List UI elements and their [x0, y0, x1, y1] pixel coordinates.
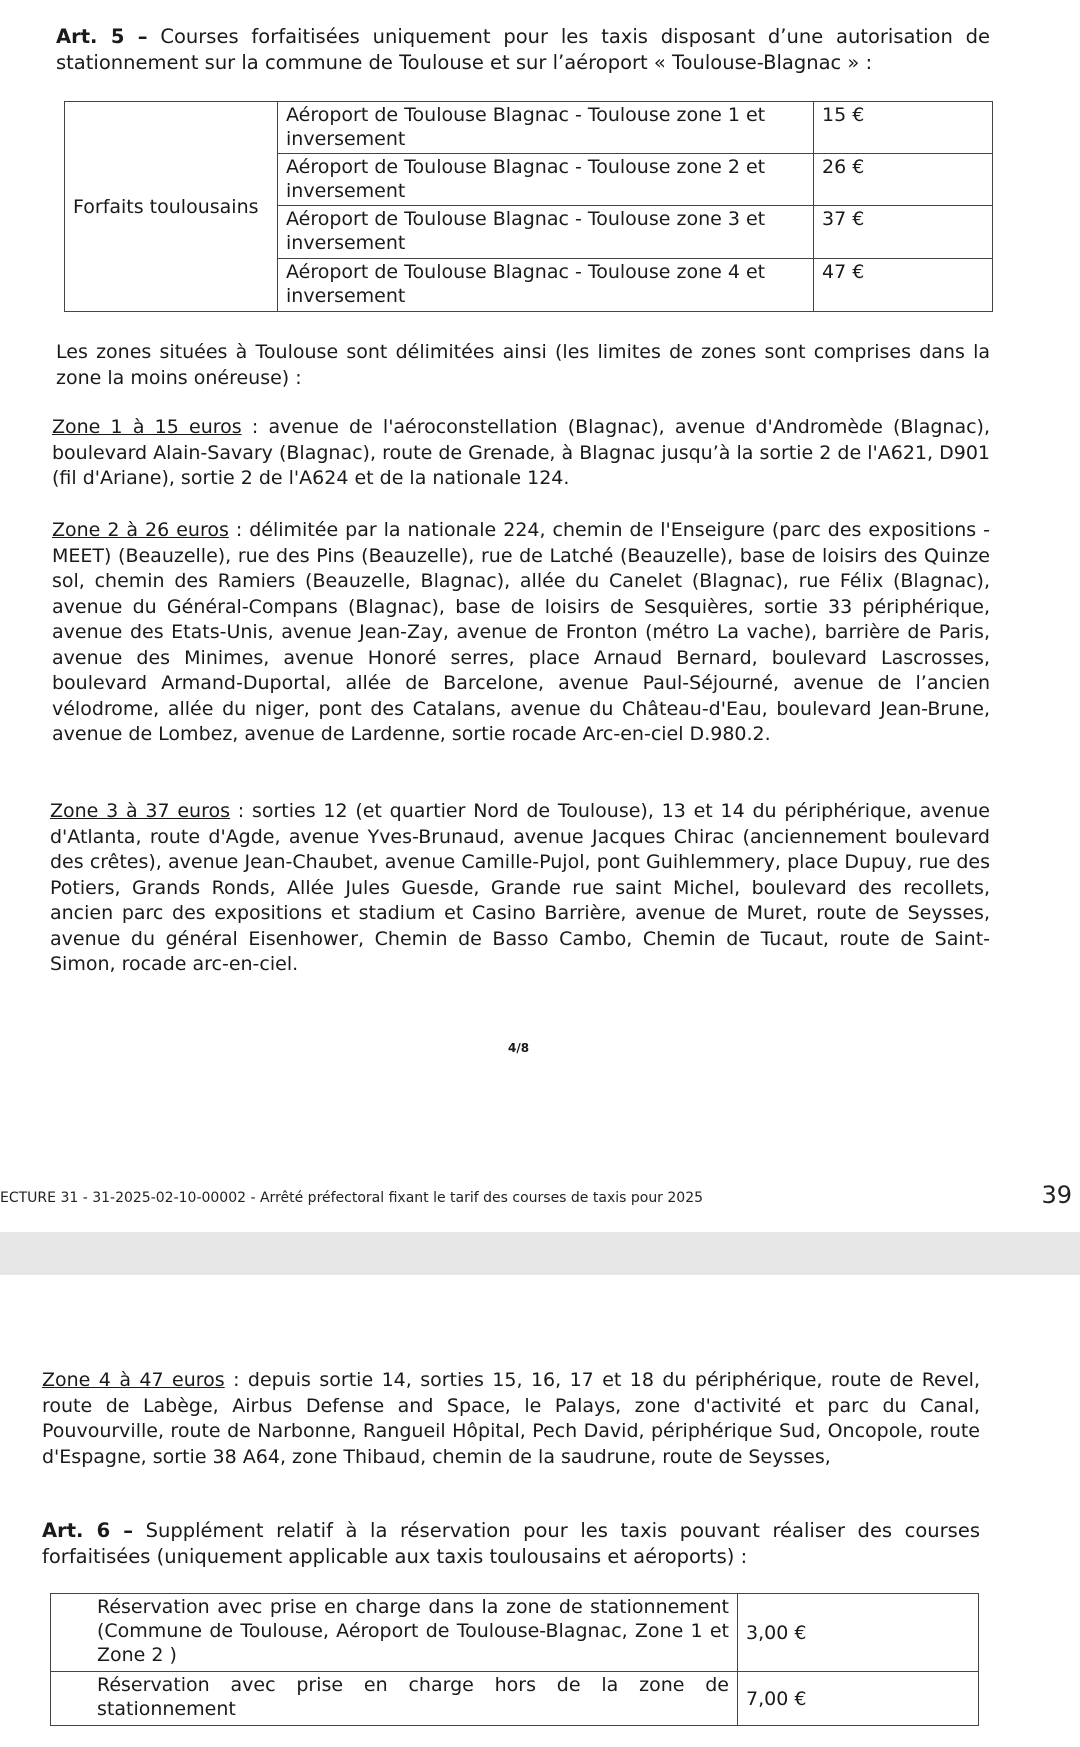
zone-3-text: : sorties 12 (et quartier Nord de Toulouse), 13 et 14 du périphérique, avenue d'Atlanta, route d'Agde, avenue Yves-Brunaud, avenue Jacques Chirac (anciennement boulevard des crêtes), avenue Jean-Chaubet, avenue Camille-Pujol, pont Guihlemmery, place Dupuy, rue des Potiers, Grands Ronds, Allée Jules Guesde, Grande rue saint Michel, boulevard des recollets, ancien parc des expositions et stadium et Casino Barrière, avenue de Muret, route de Seysses, avenue du général Eisenhower, Chemin de Basso Cambo, Chemin de Tucaut, route de Saint-Simon, rocade arc-en-ciel.: [50, 800, 991, 975]
zone-1-label: Zone 1 à 15 euros: [52, 416, 242, 438]
article-5-label: Art. 5 –: [56, 25, 148, 48]
flat-rate-route-3: Aéroport de Toulouse Blagnac - Toulouse zone 3 et inversement: [278, 206, 814, 258]
page-separator: [0, 1232, 1080, 1275]
article-6-heading: [42, 1518, 980, 1544]
flat-rate-price-3: 37 €: [814, 206, 993, 258]
zone-4-text: : depuis sortie 14, sorties 15, 16, 17 et 18 du périphérique, route de Revel, route de Labège, Airbus Defense and Space, le Palays, zone d'activité et parc du Canal, Pouvourville, route de Narbonne, Rangueil Hôpital, Pech David, périphérique Sud, Oncopole, route d'Espagne, sortie 38 A64, zone Thibaud, chemin de la saudrune, route de Seysses,: [42, 1369, 980, 1468]
zone-2-text: : délimitée par la nationale 224, chemin de l'Enseigure (parc des expositions - MEET) (Beauzelle), rue des Pins (Beauzelle), rue de Latché (Beauzelle), base de loisirs des Quinze sol, chemin des Ramiers (Beauzelle, Blagnac), allée du Canelet (Blagnac), rue Félix (Blagnac), avenue du Général-Compans (Blagnac), base de loisirs de Sesquières, sortie 33 périphérique, avenue des Etats-Unis, avenue Jean-Zay, avenue de Fronton (métro La vache), barrière de Paris, avenue des Minimes, avenue Honoré serres, place Arnaud Bernard, boulevard Lascrosses, boulevard Armand-Duportal, allée de Barcelone, avenue Paul-Séjourné, avenue de l’ancien vélodrome, allée du niger, pont des Catalans, avenue du Château-d'Eau, boulevard Jean-Brune, avenue de Lombez, avenue de Lardenne, sortie rocade Arc-en-ciel D.980.2.: [52, 519, 990, 745]
zone-4-paragraph: [42, 1368, 980, 1470]
supplement-desc-2: Réservation avec prise en charge hors de la zone de stationnement: [51, 1672, 738, 1726]
footer-page-count: 39: [1041, 1181, 1072, 1209]
zone-1-paragraph: [52, 415, 990, 492]
article-6-text-2: forfaitisées (uniquement applicable aux taxis toulousains et aéroports) :: [42, 1545, 748, 1568]
footer-reference: ECTURE 31 - 31-2025-02-10-00002 - Arrêté préfectoral fixant le tarif des courses de taxis pour 2025: [0, 1190, 704, 1206]
flat-rate-price-1: 15 €: [814, 102, 993, 154]
document-page-5: [0, 1275, 1080, 1747]
flat-rate-price-4: 47 €: [814, 258, 993, 311]
flat-rate-route-2: Aéroport de Toulouse Blagnac - Toulouse zone 2 et inversement: [278, 154, 814, 206]
zones-intro: Les zones situées à Toulouse sont délimitées ainsi (les limites de zones sont comprises dans la zone la moins onéreuse) :: [56, 341, 990, 389]
zone-3-label: Zone 3 à 37 euros: [50, 800, 231, 822]
supplement-price-2: 7,00 €: [738, 1672, 979, 1726]
supplement-price-1: 3,00 €: [738, 1594, 979, 1672]
page-number: 4/8: [508, 1041, 530, 1055]
flat-rate-price-2: 26 €: [814, 154, 993, 206]
article-5-heading: [56, 24, 990, 50]
zone-4-label: Zone 4 à 47 euros: [42, 1369, 225, 1391]
article-6-text-1: Supplément relatif à la réservation pour les taxis pouvant réaliser des courses: [145, 1519, 980, 1542]
flat-rate-route-1: Aéroport de Toulouse Blagnac - Toulouse zone 1 et inversement: [278, 102, 814, 154]
reservation-supplement-table: [50, 1593, 979, 1726]
flat-rate-route-4: Aéroport de Toulouse Blagnac - Toulouse zone 4 et inversement: [278, 258, 814, 311]
flat-rate-group-label: Forfaits toulousains: [65, 102, 278, 312]
zone-1-text: : avenue de l'aéroconstellation (Blagnac), avenue d'Andromède (Blagnac), boulevard Alain-Savary (Blagnac), route de Grenade, à Blagnac jusqu’à la sortie 2 de l'A621, D901 (fil d'Ariane), sortie 2 de l'A624 et de la nationale 124.: [52, 416, 990, 489]
zone-3-paragraph: [50, 799, 990, 978]
zone-2-paragraph: [52, 518, 990, 748]
article-5-text-1: Courses forfaitisées uniquement pour les taxis disposant d’une autorisation de: [160, 25, 990, 48]
zone-2-label: Zone 2 à 26 euros: [52, 519, 229, 541]
article-6-label: Art. 6 –: [42, 1519, 134, 1542]
supplement-desc-1: Réservation avec prise en charge dans la zone de stationnement (Commune de Toulouse, Aéroport de Toulouse-Blagnac, Zone 1 et Zone 2 ): [51, 1594, 738, 1672]
flat-rate-table: [64, 101, 993, 312]
article-5-text-2: stationnement sur la commune de Toulouse et sur l’aéroport « Toulouse-Blagnac » :: [56, 51, 873, 74]
